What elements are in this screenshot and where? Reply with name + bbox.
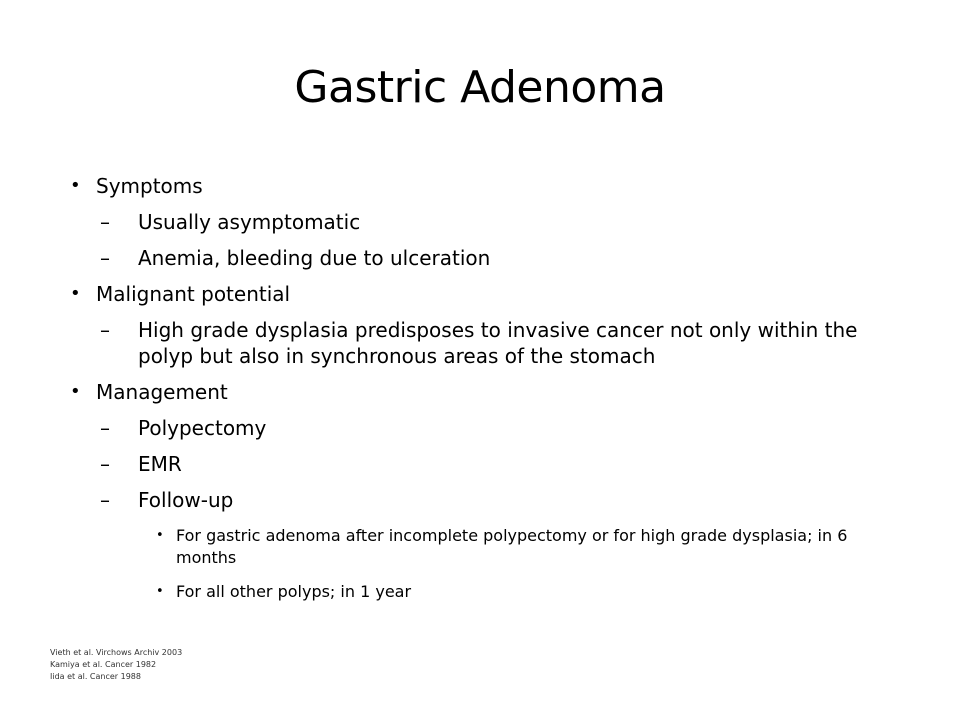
- bullet-marker: •: [156, 528, 164, 543]
- bullet-text: Management: [96, 380, 228, 404]
- bullet-item: [70, 168, 890, 204]
- sub-bullet-text: Anemia, bleeding due to ulceration: [138, 246, 491, 270]
- bullet-marker: •: [70, 381, 81, 402]
- bullet-marker: •: [70, 283, 81, 304]
- reference-line: Vieth et al. Virchows Archiv 2003: [50, 648, 183, 657]
- sub-bullet-text: High grade dysplasia predisposes to invasive cancer not only within the polyp but also in synchronous areas of the stomach: [138, 318, 858, 368]
- dash-marker: –: [100, 452, 110, 476]
- dash-marker: –: [100, 318, 110, 342]
- sub-sub-bullet-text: For all other polyps; in 1 year: [176, 582, 412, 601]
- sub-sub-bullet-item: [70, 518, 890, 574]
- dash-marker: –: [100, 416, 110, 440]
- sub-bullet-item: [70, 204, 890, 240]
- sub-sub-bullet-item: [70, 574, 890, 608]
- reference-line: Kamiya et al. Cancer 1982: [50, 660, 157, 669]
- bullet-list: [70, 168, 890, 608]
- bullet-text: Malignant potential: [96, 282, 291, 306]
- bullet-marker: •: [156, 584, 164, 599]
- dash-marker: –: [100, 246, 110, 270]
- bullet-text: Symptoms: [96, 174, 203, 198]
- sub-bullet-item: [70, 410, 890, 446]
- sub-sub-bullet-text: For gastric adenoma after incomplete polypectomy or for high grade dysplasia; in 6 months: [176, 526, 848, 567]
- bullet-item: [70, 374, 890, 410]
- bullet-marker: •: [70, 175, 81, 196]
- sub-bullet-item: [70, 446, 890, 482]
- sub-bullet-text: Polypectomy: [138, 416, 267, 440]
- reference-line: Iida et al. Cancer 1988: [50, 672, 141, 681]
- references: [50, 647, 182, 683]
- sub-bullet-item: [70, 482, 890, 518]
- slide-title: Gastric Adenoma: [294, 62, 666, 113]
- dash-marker: –: [100, 210, 110, 234]
- sub-bullet-text: Follow-up: [138, 488, 234, 512]
- bullet-item: [70, 276, 890, 312]
- sub-bullet-text: EMR: [138, 452, 182, 476]
- sub-bullet-text: Usually asymptomatic: [138, 210, 361, 234]
- dash-marker: –: [100, 488, 110, 512]
- sub-bullet-item: [70, 240, 890, 276]
- sub-bullet-item: [70, 312, 890, 374]
